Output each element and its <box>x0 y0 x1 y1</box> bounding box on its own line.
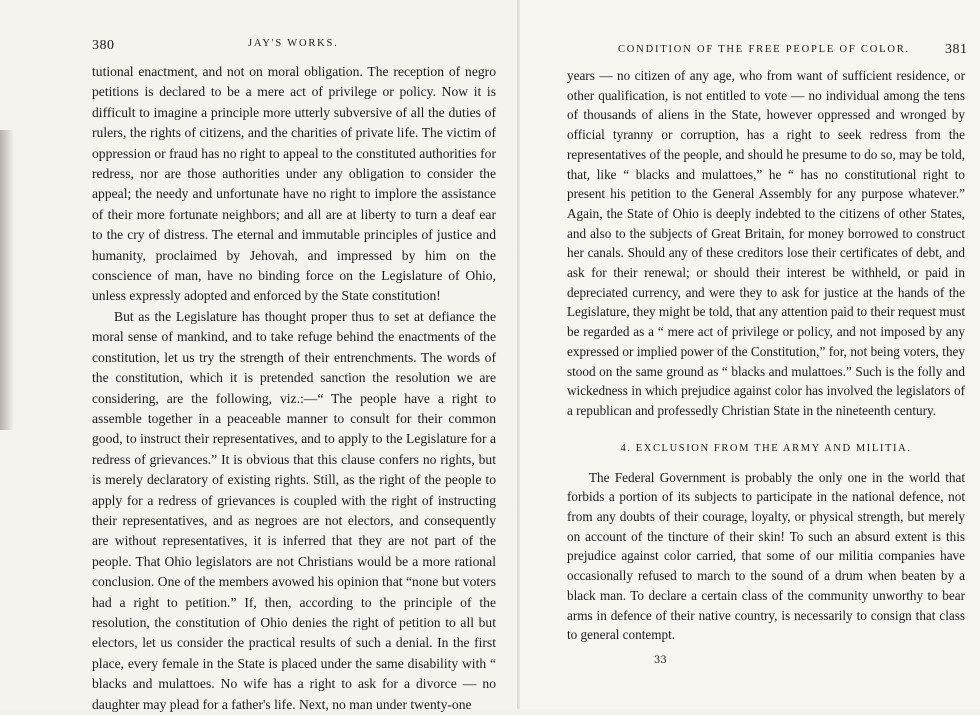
left-text-column <box>92 62 496 715</box>
right-running-head: CONDITION OF THE FREE PEOPLE OF COLOR. <box>618 44 910 55</box>
section-paragraph: The Federal Government is probably the only one in the world that forbids a portion of its subjects to participate in the national defence, not from any doubts of their courage, loyalty, or physical strength, but merely on account of the tincture of their skin! To such an absurd extent is this prejudice against color carried, that some of our militia companies have occasionally refused to march to the sound of a drum when beaten by a black man. To declare a certain class of the community unworthy to bear arms in defence of their native country, is necessarily to consign that class to general contempt. <box>567 469 965 643</box>
right-paragraph-1: years — no citizen of any age, who from want of sufficient residence, or other qualification, is not entitled to vote — no individual among the tens of thousands of aliens in the State, however oppressed and wronged by official tyranny or corruption, has a right to seek redress from the representatives of the people, and should he presume to do so, may be told, that, like “ blacks and mulattoes,” he “ has no constitutional right to present his petition to the General Assembly for any purpose whatever.” Again, the State of Ohio is deeply indebted to the citizens of other States, and also to the subjects of Great Britain, for money borrowed to construct her canals. Should any of these creditors lose their certificates of debt, and ask for their renewal; or should their interest be withheld, or paid in depreciated currency, and were they to ask for justice at the hands of the Legislature, they might be told, that any attention paid to their request must be regarded as a “ mere act of privilege or policy, and not imposed by any expressed or implied power of the Constitution,” for, not being voters, they stood on the same ground as “ blacks and mulattoes.” Such is the folly and wickedness in which prejudice against color has involved the legislators of a republican and professedly Christian State in the nineteenth century. <box>567 68 965 418</box>
right-page-number: 381 <box>945 42 968 57</box>
signature-mark: 33 <box>654 655 667 666</box>
left-running-head: JAY'S WORKS. <box>248 38 339 49</box>
left-paragraph-1: tutional enactment, and not on moral obligation. The reception of negro petitions is declared to be a mere act of privilege or policy. Now it is difficult to imagine a principle more utterly subversive of all the duties of rulers, the rights of citizens, and the charities of private life. The victim of oppression or fraud has no right to appeal to the constituted authorities for redress, nor are those authorities under any obligation to consider the appeal; the needy and unfortunate have no right to implore the assistance of their more fortunate neighbors; and all are at liberty to turn a deaf ear to the cry of distress. The eternal and immutable principles of justice and humanity, proclaimed by Jehovah, and impressed by him on the conscience of man, have no binding force on the Legislature of Ohio, unless expressly adopted and enforced by the State constitution! <box>92 64 496 304</box>
page-edge-shadow <box>0 130 14 430</box>
left-page-number: 380 <box>92 38 115 53</box>
right-page <box>520 0 980 709</box>
left-paragraph-2: But as the Legislature has thought proper thus to set at defiance the moral sense of mankind, and to take refuge behind the enactments of the constitution, let us try the strength of their entrenchments. The words of the constitution, which it is pretended sanction the resolution we are considering, are the following, viz.:—“ The people have a right to assemble together in a peaceable manner to consult for their common good, to instruct their representatives, and to apply to the Legislature for a redress of grievances.” It is obvious that this clause confers no rights, but is merely declaratory of existing rights. Still, as the right of the people to apply for a redress of grievances is coupled with the right of instructing their representatives, and as negroes are not electors, and consequently are without representatives, it is inferred that they are not part of the people. That Ohio legislators are not Christians would be a more rational conclusion. One of the members avowed his opinion that “none but voters had a right to petition.” If, then, according to the principle of the resolution, the constitution of Ohio denies the right of petition to all but electors, let us consider the practical results of such a denial. In the first place, every female in the State is placed under the same disability with “ blacks and mulattoes. No wife has a right to ask for a divorce — no daughter may plead for a father's life. Next, no man under twenty-one <box>92 308 496 712</box>
section-heading: 4. EXCLUSION FROM THE ARMY AND MILITIA. <box>620 442 912 454</box>
right-text-column <box>567 66 965 645</box>
